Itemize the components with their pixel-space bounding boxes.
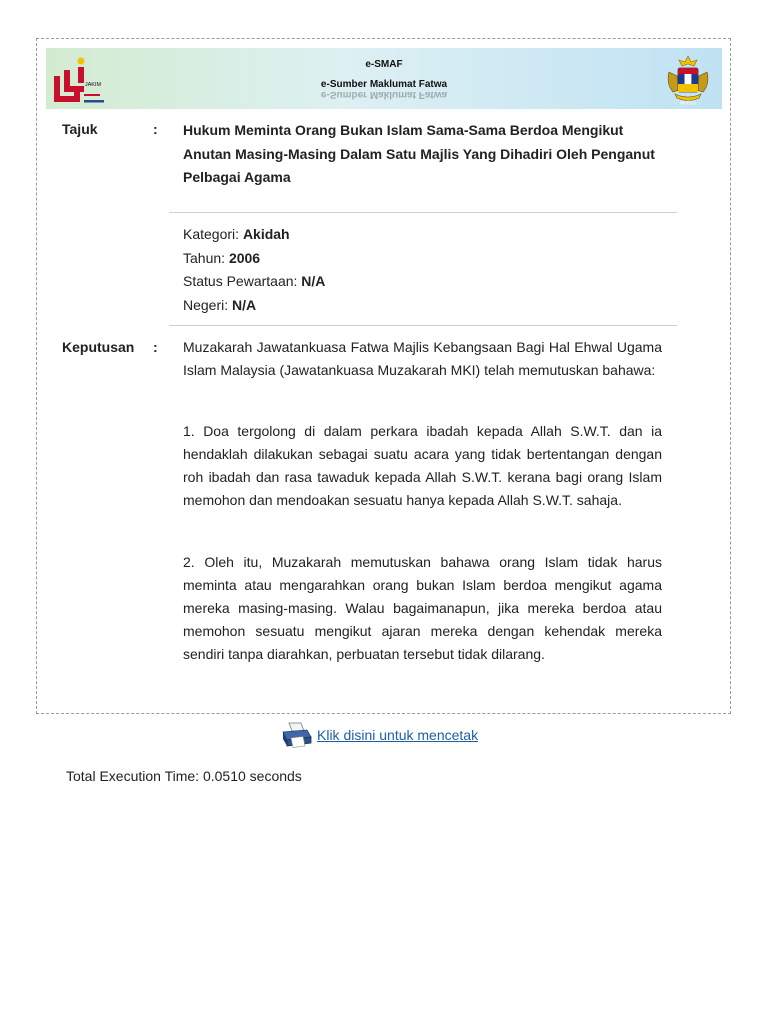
decision-separator: : <box>153 339 158 355</box>
category-label: Kategori: <box>183 226 240 242</box>
printer-icon[interactable] <box>280 722 312 748</box>
banner-subtitle: e-Sumber Maklumat Fatwa e-Sumber Maklumat Fatwa <box>321 78 447 91</box>
year-value: 2006 <box>228 249 261 266</box>
divider <box>169 212 677 213</box>
execution-time: Total Execution Time: 0.0510 seconds <box>66 768 302 784</box>
banner-title: e-SMAF <box>365 59 403 70</box>
fatwa-card <box>36 38 731 714</box>
year-label: Tahun: <box>183 249 226 266</box>
decision-point-2: 2. Oleh itu, Muzakarah memutuskan bahawa orang Islam tidak harus meminta atau mengarahkan orang bukan Islam berdoa mengikut agama mereka masing-masing. Walau bagaimanapun, jika mereka berdoa atau memohon sesuatu mengikut ajaran mereka dengan kehendak mereka sendiri tanpa diarahkan, perbuatan tersebut tidak dilarang. <box>183 554 662 662</box>
divider <box>169 325 677 326</box>
header-banner <box>46 48 722 109</box>
state-value: N/A <box>232 296 257 313</box>
print-link[interactable]: Klik disini untuk mencetak <box>317 727 479 743</box>
gazette-status-value: N/A <box>301 273 326 289</box>
malaysia-coat-of-arms-icon <box>663 54 713 106</box>
svg-text:JAKIM: JAKIM <box>84 82 102 88</box>
decision-intro: Muzakarah Jawatankuasa Fatwa Majlis Kebangsaan Bagi Hal Ehwal Ugama Islam Malaysia (Jawatankuasa Muzakarah MKI) telah memutuskan bahawa: <box>183 339 662 378</box>
gazette-status-label: Status Pewartaan: <box>183 273 298 289</box>
category-value: Akidah <box>242 226 290 242</box>
decision-point-1: 1. Doa tergolong di dalam perkara ibadah kepada Allah S.W.T. dan ia hendaklah dilakukan sebagai suatu acara yang tidak bertentangan dengan roh ibadah dan rasa tawaduk kepada Allah S.W.T. kerana bagi orang Islam memohon dan mendoakan sesuatu hanya kepada Allah S.W.T. sahaja. <box>183 423 662 508</box>
state-label: Negeri: <box>183 296 229 313</box>
decision-label: Keputusan <box>62 339 135 355</box>
fatwa-title: Hukum Meminta Orang Bukan Islam Sama-Sama Berdoa Mengikut Anutan Masing-Masing Dalam Satu Majlis Yang Dihadiri Oleh Penganut Pelbagai Agama <box>183 122 655 185</box>
print-action[interactable] <box>280 722 478 748</box>
title-label: Tajuk <box>62 121 98 137</box>
svg-text:MyGov: MyGov <box>680 100 696 106</box>
title-separator: : <box>153 121 158 137</box>
fatwa-metadata <box>183 223 325 317</box>
